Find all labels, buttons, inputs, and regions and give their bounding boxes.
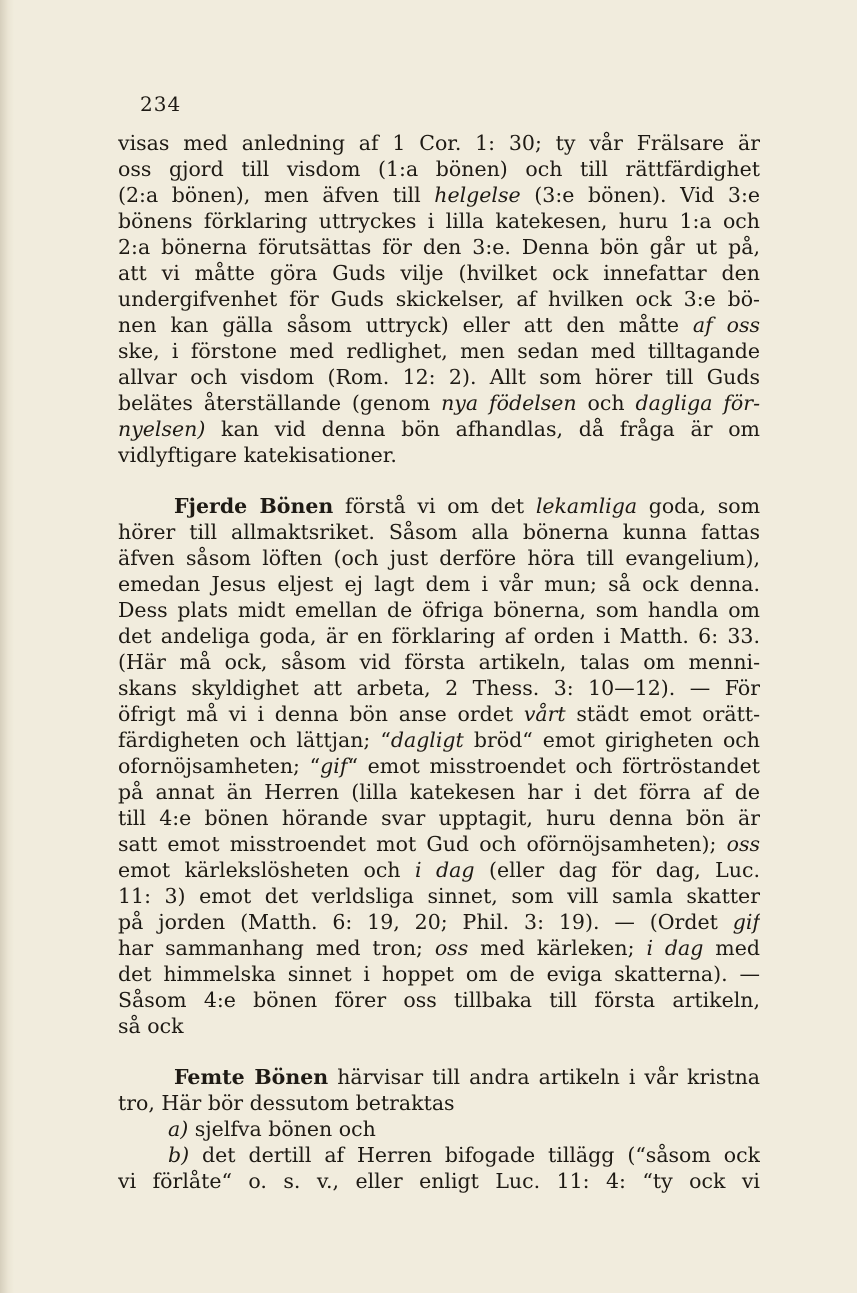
text-line: så ock bbox=[118, 1014, 184, 1038]
text-line: ofornöjsamheten; “gif“ emot misstroendet och förtröstandet bbox=[118, 754, 760, 778]
text-line: skans skyldighet att arbeta, 2 Thess. 3: 10—12). — För bbox=[118, 676, 760, 700]
text-line: Fjerde Bönen förstå vi om det lekamliga goda, som bbox=[174, 494, 760, 518]
text-line: till 4:e bönen hörande svar upptagit, huru denna bön är bbox=[118, 806, 760, 830]
text-line: (Här må ock, såsom vid första artikeln, talas om menni- bbox=[118, 650, 760, 674]
text-line: (2:a bönen), men äfven till helgelse (3:e bönen). Vid 3:e bbox=[118, 183, 760, 207]
text-line: på annat än Herren (lilla katekesen har i det förra af de bbox=[118, 780, 760, 804]
text-line: nyelsen) kan vid denna bön afhandlas, då fråga är om bbox=[118, 417, 760, 441]
text-line: satt emot misstroendet mot Gud och oförnöjsamheten); oss bbox=[118, 832, 760, 856]
text-line: hörer till allmaktsriket. Såsom alla bönerna kunna fattas bbox=[118, 520, 760, 544]
text-line: vidlyftigare katekisationer. bbox=[118, 443, 397, 467]
paragraph-1 bbox=[118, 130, 760, 468]
text-line: vi förlåte“ o. s. v., eller enligt Luc. 11: 4: “ty ock vi bbox=[118, 1169, 760, 1193]
text-line: nen kan gälla såsom uttryck) eller att den måtte af oss bbox=[118, 313, 760, 337]
text-line: öfrigt må vi i denna bön anse ordet vårt städt emot orätt- bbox=[118, 702, 760, 726]
text-line: det himmelska sinnet i hoppet om de eviga skatterna). — bbox=[118, 962, 760, 986]
page-number: 234 bbox=[140, 92, 182, 116]
paragraph-3 bbox=[118, 1064, 760, 1194]
text-line: äfven såsom löften (och just derföre höra till evangelium), bbox=[118, 546, 760, 570]
list-item-a: a) sjelfva bönen och bbox=[168, 1117, 376, 1141]
text-line: undergifvenhet för Guds skickelser, af hvilken ock 3:e bö- bbox=[118, 287, 760, 311]
text-line: ske, i förstone med redlighet, men sedan med tilltagande bbox=[118, 339, 760, 363]
list-item-b: b) det dertill af Herren bifogade tillägg (“såsom ock bbox=[168, 1143, 760, 1167]
text-line: emedan Jesus eljest ej lagt dem i vår mun; så ock denna. bbox=[118, 572, 760, 596]
text-line: Femte Bönen härvisar till andra artikeln i vår kristna bbox=[174, 1065, 760, 1089]
paragraph-2 bbox=[118, 493, 760, 1039]
text-line: tro, Här bör dessutom betraktas bbox=[118, 1091, 455, 1115]
text-line: att vi måtte göra Guds vilje (hvilket ock innefattar den bbox=[118, 261, 760, 285]
text-line: färdigheten och lättjan; “dagligt bröd“ emot girigheten och bbox=[118, 728, 760, 752]
text-line: allvar och visdom (Rom. 12: 2). Allt som hörer till Guds bbox=[118, 365, 760, 389]
text-line: belätes återställande (genom nya födelsen och dagliga för- bbox=[118, 391, 760, 415]
text-line: har sammanhang med tron; oss med kärleken; i dag med bbox=[118, 936, 760, 960]
text-line: på jorden (Matth. 6: 19, 20; Phil. 3: 19). — (Ordet gif bbox=[118, 910, 760, 934]
text-line: 11: 3) emot det verldsliga sinnet, som vill samla skatter bbox=[118, 884, 760, 908]
text-line: bönens förklaring uttryckes i lilla katekesen, huru 1:a och bbox=[118, 209, 760, 233]
text-line: Dess plats midt emellan de öfriga bönerna, som handla om bbox=[118, 598, 760, 622]
text-line: emot kärlekslösheten och i dag (eller dag för dag, Luc. bbox=[118, 858, 760, 882]
text-line: oss gjord till visdom (1:a bönen) och till rättfärdighet bbox=[118, 157, 760, 181]
text-line: det andeliga goda, är en förklaring af orden i Matth. 6: 33. bbox=[118, 624, 760, 648]
text-line: Såsom 4:e bönen förer oss tillbaka till första artikeln, bbox=[118, 988, 760, 1012]
text-line: 2:a bönerna förutsättas för den 3:e. Denna bön går ut på, bbox=[118, 235, 760, 259]
body-text bbox=[118, 130, 760, 1194]
text-line: visas med anledning af 1 Cor. 1: 30; ty vår Frälsare är bbox=[118, 131, 760, 155]
